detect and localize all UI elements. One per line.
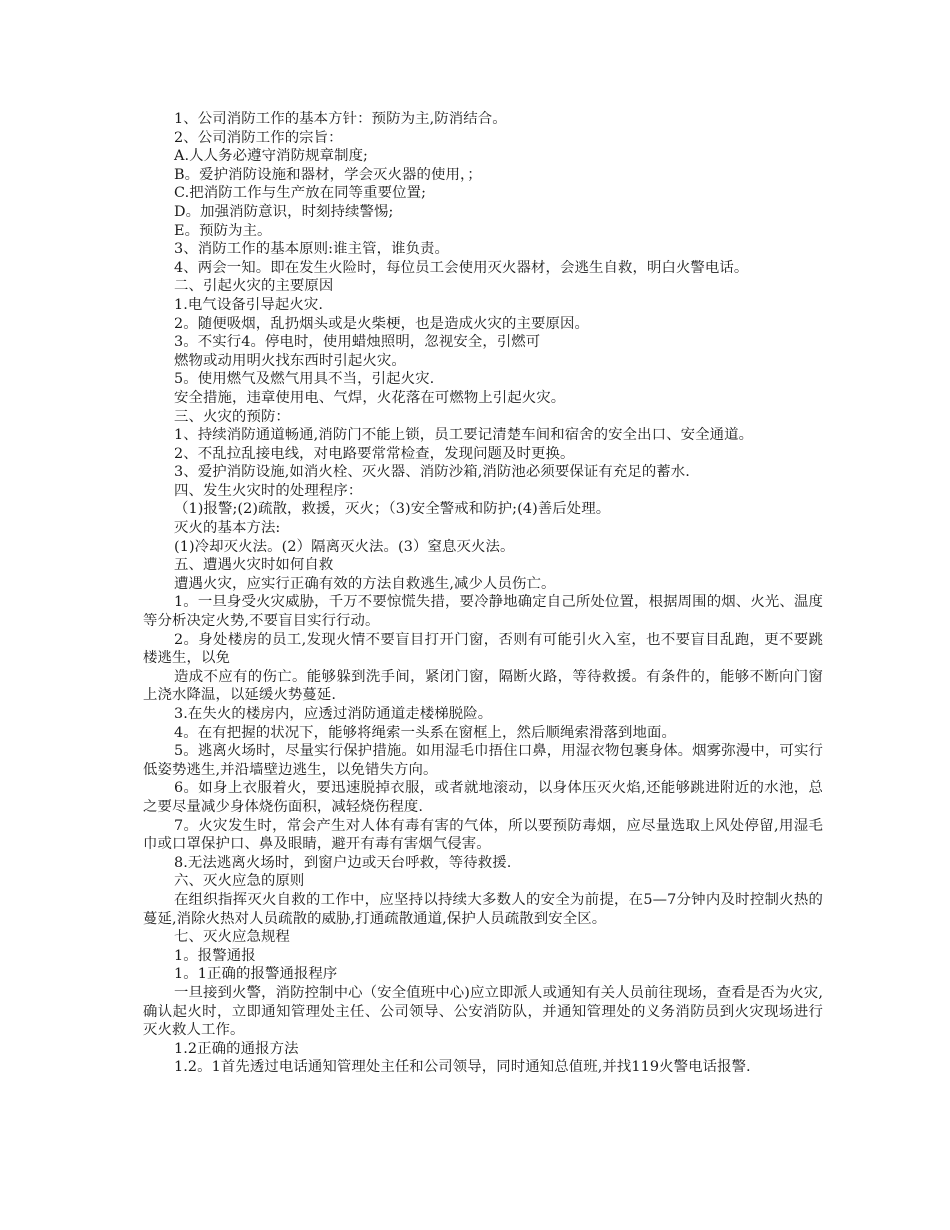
text-line: A.人人务必遵守消防规章制度; <box>174 148 369 165</box>
text-line: B。爱护消防设施和器材，学会灭火器的使用，； <box>174 166 482 183</box>
text-line: 七、灭火应急规程 <box>174 929 290 946</box>
text-line: 7。火灾发生时，常会产生对人体有毒有害的气体，所以要预防毒烟，应尽量选取上风处停留,用湿毛巾或口罩保护口、鼻及眼睛，避开有毒有害烟气侵害。 <box>143 817 823 853</box>
text-line: 1、持续消防通道畅通,消防门不能上锁，员工要记清楚车间和宿舍的安全出口、安全通道。 <box>174 427 754 444</box>
text-line: E。预防为主。 <box>174 222 272 239</box>
text-line: 遭遇火灾，应实行正确有效的方法自救逃生,减少人员伤亡。 <box>174 575 556 592</box>
text-line: 2、公司消防工作的宗旨： <box>174 129 343 146</box>
text-line: 2。身处楼房的员工,发现火情不要盲目打开门窗，否则有可能引火入室，也不要盲目乱跑，更不要跳楼逃生，以免 <box>143 631 823 667</box>
text-line: 5。逃离火场时，尽量实行保护措施。如用湿毛巾捂住口鼻，用湿衣物包裹身体。烟雾弥漫中，可实行低姿势逃生,并沿墙壁边逃生，以免错失方向。 <box>143 743 823 778</box>
text-line: 1.2。1首先透过电话通知管理处主任和公司领导，同时通知总值班,并找119火警电话报警. <box>174 1059 751 1076</box>
text-line: （1)报警;(2)疏散，救援，灭火；（3)安全警戒和防护;(4)善后处理。 <box>174 501 611 518</box>
text-line: 四、发生火灾时的处理程序： <box>174 482 363 499</box>
text-line: 2、不乱拉乱接电线，对电路要常常检查，发现问题及时更换。 <box>174 445 575 462</box>
text-line: 4。在有把握的状况下，能够将绳索一头系在窗框上，然后顺绳索滑落到地面。 <box>174 724 676 741</box>
text-line: 8.无法逃离火场时，到窗户边或天台呼救，等待救援. <box>174 854 512 871</box>
text-line: 三、火灾的预防： <box>174 408 290 425</box>
text-line: 六、灭火应急的原则 <box>174 873 305 890</box>
text-line: 3.在失火的楼房内，应透过消防通道走楼梯脱险。 <box>174 706 493 722</box>
text-line: 一旦接到火警，消防控制中心（安全值班中心)应立即派人或通知有关人员前往现场，查看是否为火灾,确认起火时，立即通知管理处主任、公司领导、公安消防队，并通知管理处的义务消防员到火灾现场进行灭火救人工作。 <box>143 984 823 1039</box>
text-line: 五、遭遇火灾时如何自救 <box>174 557 334 574</box>
text-line: 安全措施，违章使用电、气焊，火花落在可燃物上引起火灾。 <box>174 389 566 406</box>
text-line: 1。一旦身受火灾威胁，千万不要惊慌失措，要冷静地确定自己所处位置，根据周围的烟、火光、温度等分析决定火势,不要盲目实行行动。 <box>143 594 823 630</box>
text-line: 3、消防工作的基本原则:谁主管，谁负责。 <box>174 241 450 258</box>
text-line: (1)冷却灭火法。(2）隔离灭火法。(3）窒息灭火法。 <box>174 538 515 555</box>
text-line: 造成不应有的伤亡。能够躲到洗手间，紧闭门窗，隔断火路，等待救援。有条件的，能够不断向门窗上浇水降温，以延缓火势蔓延. <box>143 668 823 704</box>
text-line: 1.电气设备引导起火灾. <box>174 296 324 313</box>
text-line: 1。1正确的报警通报程序 <box>174 966 338 983</box>
text-line: 1.2正确的通报方法 <box>174 1040 299 1057</box>
text-line: 3。不实行4。停电时，使用蜡烛照明，忽视安全，引燃可 <box>174 334 541 351</box>
text-line: 2。随便吸烟，乱扔烟头或是火柴梗，也是造成火灾的主要原因。 <box>174 315 589 332</box>
text-line: D。加强消防意识，时刻持续警惕; <box>174 203 394 220</box>
text-line: 燃物或动用明火找东西时引起火灾。 <box>174 352 406 369</box>
text-line: 5。使用燃气及燃气用具不当，引起火灾. <box>174 371 435 388</box>
document-body <box>143 110 823 1077</box>
text-line: 4、两会一知。即在发生火险时，每位员工会使用灭火器材，会逃生自救，明白火警电话。 <box>174 259 749 276</box>
text-line: C.把消防工作与生产放在同等重要位置; <box>174 185 427 202</box>
text-line: 6。如身上衣服着火，要迅速脱掉衣服，或者就地滚动，以身体压灭火焰,还能够跳进附近的水池，总之要尽量减少身体烧伤面积，减轻烧伤程度. <box>143 780 823 815</box>
text-line: 在组织指挥灭火自救的工作中，应坚持以持续大多数人的安全为前提，在5—7分钟内及时控制火热的蔓延,消除火热对人员疏散的威胁,打通疏散通道,保护人员疏散到安全区。 <box>143 891 823 927</box>
text-line: 二、引起火灾的主要原因 <box>174 278 334 295</box>
text-line: 灭火的基本方法: <box>174 520 281 537</box>
text-line: 1、公司消防工作的基本方针：预防为主,防消结合。 <box>174 111 507 127</box>
text-line: 3、爱护消防设施,如消火栓、灭火器、消防沙箱,消防池必须要保证有充足的蓄水. <box>174 464 690 481</box>
text-line: 1。报警通报 <box>174 947 256 964</box>
